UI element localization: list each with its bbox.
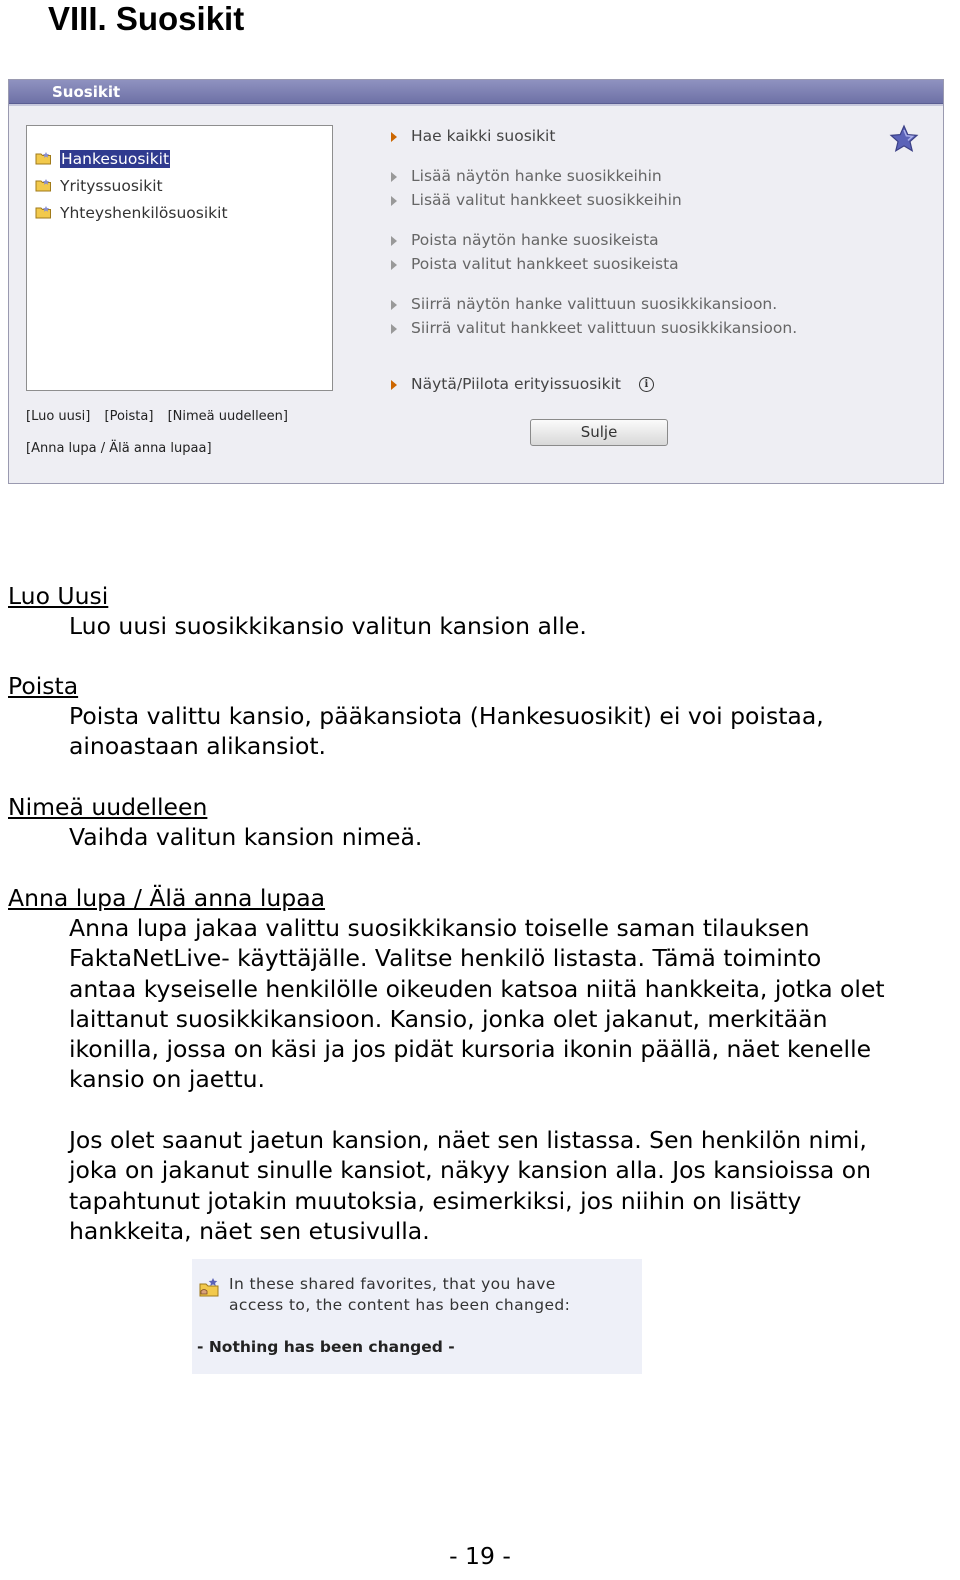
arrow-right-icon xyxy=(391,236,397,246)
arrow-right-icon xyxy=(391,196,397,206)
desc-shared-received: Jos olet saanut jaetun kansion, näet sen listassa. Sen henkilön nimi, joka on jakanut sinulle kansiot, näkyy kansion alla. Jos kansioissa on tapahtunut jotakin muutoksia, esimerkiksi, jos niihin on lisätty hankkeita, näet sen etusivulla. xyxy=(69,1126,872,1245)
arrow-right-icon xyxy=(391,380,397,390)
arrow-right-icon xyxy=(391,300,397,310)
arrow-right-icon xyxy=(391,260,397,270)
action-remove-current[interactable]: Poista näytön hanke suosikeista xyxy=(391,229,659,251)
desc-new: Luo uusi suosikkikansio valitun kansion alle. xyxy=(69,612,587,640)
delete-folder-link[interactable]: [Poista] xyxy=(104,409,154,424)
notice-message: In these shared favorites, that you have access to, the content has been changed: xyxy=(229,1275,571,1314)
folder-actions-row-1 xyxy=(26,408,298,426)
folder-icon xyxy=(35,178,52,192)
action-add-current[interactable]: Lisää näytön hanke suosikkeihin xyxy=(391,165,662,187)
term-share: Anna lupa / Älä anna lupaa xyxy=(8,884,326,912)
notice-status: - Nothing has been changed - xyxy=(197,1338,455,1356)
favorites-tree xyxy=(26,125,333,391)
term-delete: Poista xyxy=(8,672,79,700)
arrow-right-icon xyxy=(391,172,397,182)
info-icon[interactable]: i xyxy=(639,377,654,392)
panel-title: Suosikit xyxy=(9,80,943,104)
panel-header-strip xyxy=(9,104,943,106)
tree-item-label: Yhteyshenkilösuosikit xyxy=(60,204,228,222)
folder-icon xyxy=(35,151,52,165)
action-remove-selected[interactable]: Poista valitut hankkeet suosikeista xyxy=(391,253,679,275)
tree-item-yrityssuosikit[interactable] xyxy=(60,175,163,197)
action-add-selected[interactable]: Lisää valitut hankkeet suosikkeihin xyxy=(391,189,682,211)
term-new: Luo Uusi xyxy=(8,582,109,610)
action-toggle-special[interactable]: Näytä/Piilota erityissuosikit i xyxy=(391,373,654,395)
tree-item-hankesuosikit[interactable] xyxy=(60,148,170,170)
folder-actions-row-2 xyxy=(26,440,222,458)
page-title: VIII. Suosikit xyxy=(48,0,245,37)
desc-share: Anna lupa jakaa valittu suosikkikansio toiselle saman tilauksen FaktaNetLive- käyttäjälle. Valitse henkilö listasta. Tämä toiminto antaa kyseiselle henkilölle oikeuden katsoa niitä hankkeita, jotka olet laittanut suosikkikansioon. Kansio, jonka olet jakanut, merkitään ikonilla, jossa on käsi ja jos pidät kursoria ikonin päällä, näet kenelle kansio on jaettu. xyxy=(69,914,885,1094)
arrow-right-icon xyxy=(391,324,397,334)
new-folder-link[interactable]: [Luo uusi] xyxy=(26,409,91,424)
action-move-selected[interactable]: Siirrä valitut hankkeet valittuun suosikkikansioon. xyxy=(391,317,797,339)
term-rename: Nimeä uudelleen xyxy=(8,793,208,821)
action-move-current[interactable]: Siirrä näytön hanke valittuun suosikkikansioon. xyxy=(391,293,777,315)
share-permission-link[interactable]: [Anna lupa / Älä anna lupaa] xyxy=(26,441,212,456)
favorites-panel xyxy=(8,79,944,484)
rename-folder-link[interactable]: [Nimeä uudelleen] xyxy=(167,409,288,424)
desc-delete: Poista valittu kansio, pääkansiota (Hankesuosikit) ei voi poistaa, ainoastaan alikansiot. xyxy=(69,702,824,761)
shared-favorites-notice xyxy=(192,1259,642,1374)
tree-item-label: Yrityssuosikit xyxy=(60,177,163,195)
shared-folder-icon xyxy=(198,1276,220,1298)
close-button[interactable]: Sulje xyxy=(530,419,668,446)
desc-rename: Vaihda valitun kansion nimeä. xyxy=(69,823,423,851)
tree-item-yhteyshenkilosuosikit[interactable] xyxy=(60,202,228,224)
action-fetch-all[interactable]: Hae kaikki suosikit xyxy=(391,125,555,147)
page-number: - 19 - xyxy=(449,1542,511,1570)
tree-item-label: Hankesuosikit xyxy=(61,150,170,168)
star-icon[interactable] xyxy=(889,124,919,154)
folder-icon xyxy=(35,205,52,219)
arrow-right-icon xyxy=(391,132,397,142)
